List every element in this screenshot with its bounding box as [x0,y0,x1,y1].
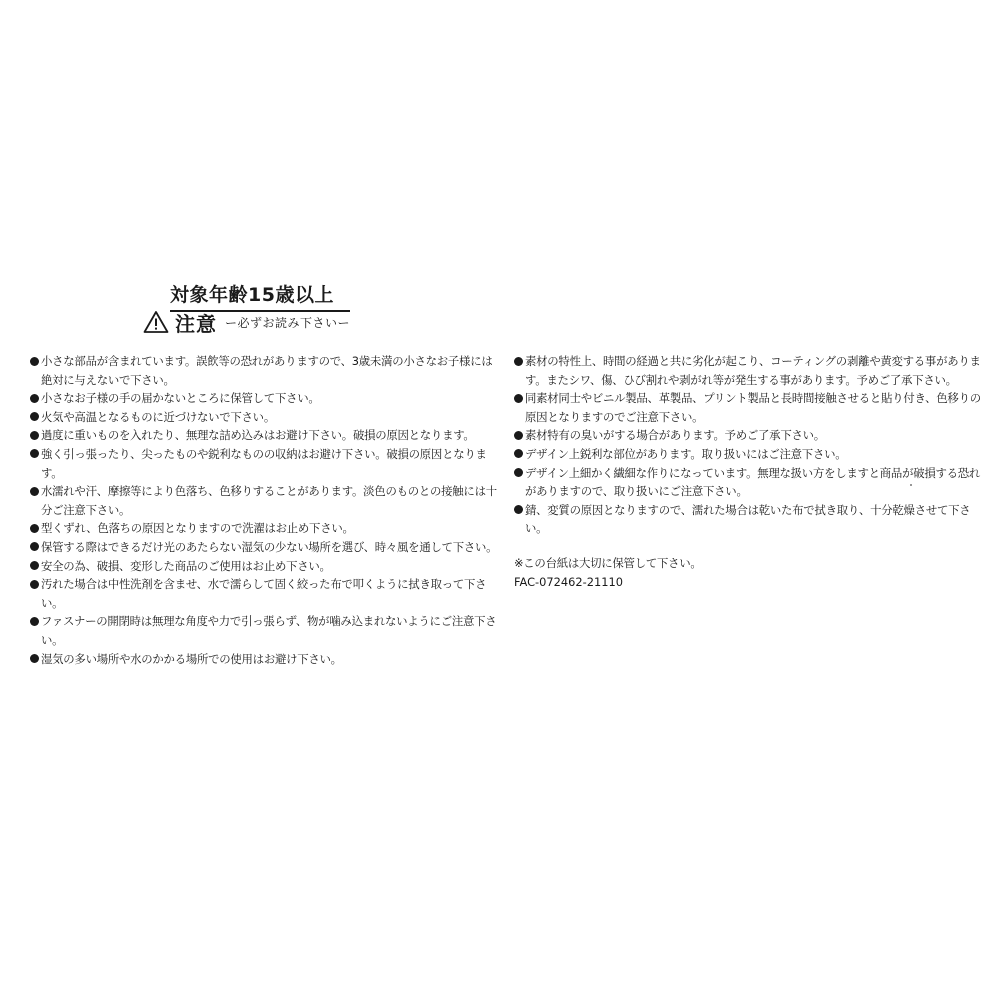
bullet-icon [514,449,523,458]
list-item-text: 保管する際はできるだけ光のあたらない湿気の少ない場所を選び、時々風を通して下さい。 [41,539,498,554]
list-item [514,389,984,426]
bullet-icon [514,394,523,403]
list-item-text: 過度に重いものを入れたり、無理な詰め込みはお避け下さい。破損の原因となります。 [41,428,475,443]
list-item [30,482,500,519]
list-item-text: 素材の特性上、時間の経過と共に劣化が起こり、コーティングの剥離や黄変する事があります。またシワ、傷、ひび割れや剥がれ等が発生する事があります。予めご了承下さい。 [525,354,981,387]
list-item-text: 火気や高温となるものに近づけないで下さい。 [41,409,275,424]
list-item-text: デザイン上細かく繊細な作りになっています。無理な扱い方をしますと商品が破損する恐れがありますので、取り扱いにご注意下さい。 [525,465,981,499]
bullet-icon [30,542,39,551]
list-item [514,464,984,501]
bullet-icon [30,524,39,533]
bullet-icon [30,394,39,403]
list-item [30,389,500,408]
bullet-icon [30,357,39,366]
list-item [30,408,500,427]
list-item [514,501,984,538]
list-item [30,575,500,612]
list-item [30,445,500,482]
list-item [30,352,500,389]
right-caution-list [514,352,984,591]
bullet-icon [30,654,39,663]
list-item [30,519,500,538]
list-item-text: デザイン上鋭利な部位があります。取り扱いにはご注意下さい。 [525,446,847,461]
list-item [30,426,500,445]
list-item-text: 湿気の多い場所や水のかかる場所での使用はお避け下さい。 [41,651,342,666]
list-item [30,538,500,557]
list-item [514,352,984,389]
bullet-icon [514,431,523,440]
list-item-text: 小さな部品が含まれています。誤飲等の恐れがありますので、3歳未満の小さなお子様には絶対に与えないで下さい。 [41,354,493,387]
bullet-icon [30,487,39,496]
list-item-text: 小さなお子様の手の届かないところに保管して下さい。 [41,391,320,406]
list-item [30,650,500,669]
list-item-text: 素材特有の臭いがする場合があります。予めご了承下さい。 [525,428,825,443]
bullet-icon [30,431,39,440]
list-item [514,426,984,445]
bullet-icon [30,561,39,570]
list-item-text: 型くずれ、色落ちの原因となりますので洗濯はお止め下さい。 [41,521,354,536]
caution-subtitle: ー必ずお読み下さいー [225,315,351,330]
bullet-icon [514,357,523,366]
print-speck [910,484,912,486]
list-item-text: ファスナーの開閉時は無理な角度や力で引っ張らず、物が噛み込まれないようにご注意下さい。 [41,614,497,647]
list-item-text: 強く引っ張ったり、尖ったものや鋭利なものの収納はお避け下さい。破損の原因となります。 [41,446,487,480]
left-caution-list [30,352,500,668]
age-rating-title: 対象年齢15歳以上 [170,280,350,312]
list-item-text: 錆、変質の原因となりますので、濡れた場合は乾いた布で拭き取り、十分乾燥させて下さい。 [525,502,971,536]
list-item [30,557,500,576]
list-item-text: 水濡れや汗、摩擦等により色落ち、色移りすることがあります。淡色のものとの接触には十分ご注意下さい。 [41,484,497,517]
footer-notes [514,554,984,591]
keep-card-note: ※この台紙は大切に保管して下さい。 [514,555,702,570]
product-code: FAC-072462-21110 [514,574,623,589]
list-item-text: 安全の為、破損、変形した商品のご使用はお止め下さい。 [41,558,331,573]
bullet-icon [30,449,39,458]
bullet-icon [514,505,523,514]
bullet-icon [514,468,523,477]
caution-label: 注意 [175,311,217,336]
list-item [514,445,984,464]
bullet-icon [30,580,39,589]
caution-heading [143,309,350,335]
bullet-icon [30,412,39,421]
bullet-icon [30,617,39,626]
list-item-text: 汚れた場合は中性洗剤を含ませ、水で濡らして固く絞った布で叩くように拭き取って下さい。 [41,577,487,610]
list-item [30,612,500,649]
warning-triangle-icon [143,310,169,334]
list-item-text: 同素材同士やビニル製品、革製品、プリント製品と長時間接触させると貼り付き、色移りの原因となりますのでご注意下さい。 [525,391,981,424]
